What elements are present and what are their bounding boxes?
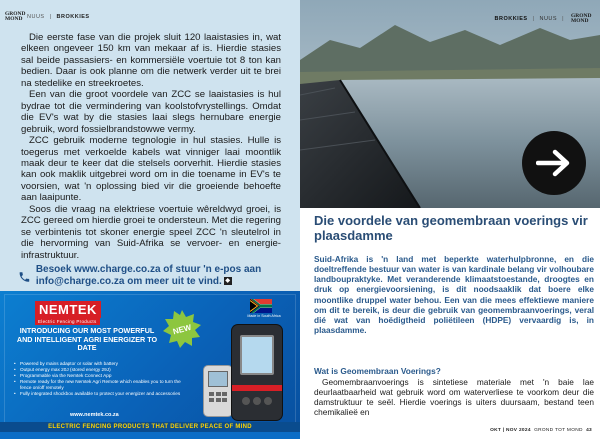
list-item: • Output energy max 20J (stored energy 29J) [14, 367, 184, 373]
publication-logo: GROND MOND [571, 13, 592, 24]
article-body [314, 377, 594, 418]
arrow-right-icon[interactable] [522, 131, 586, 195]
list-item: • Powered by mains adaptor or solar with battery [14, 361, 184, 367]
article-intro: Suid-Afrika is 'n land met beperkte waterhulpbronne, en die doeltreffende bestuur van water is van kardinale belang vir volhoubare landboupraktyke. Met veranderende klimaatstoestande, droogtes en druk op energievoorsiening, is dit noodsaaklik dat boere elke moontlike druppel water behou. Een van die mees effektiewe maniere om dit te bereik, is deur die gebruik van geomembraanvoerings, veral dié wat van hoëdigtheid poliëtileen (HDPE) vervaardig is, in plaasdamme. [314, 254, 594, 336]
header-divider: | [532, 16, 535, 22]
publication-logo: GROND MOND [5, 11, 26, 22]
header-divider: | [562, 16, 564, 22]
nemtek-advertisement[interactable] [0, 291, 300, 439]
feature-list [14, 361, 184, 398]
header-left [5, 10, 295, 24]
made-in-label: Made in South Africa [247, 314, 281, 318]
publication-name: GROND TOT MOND [534, 428, 583, 433]
dam-photo [300, 0, 600, 208]
paragraph: ZCC gebruik moderne tegnologie in hul stasies. Hulle is toegerus met verkoelde kabels wat vinniger laai moontlik maak deur te keer dat die stelsels oorverhit. Hierdie stasies kan ook maklik uitgebrei word om in die toename in EV's te voorsien, wat 'n oplossing bied vir die groeiende behoefte aan laaipunte. [21, 135, 281, 204]
ad-banner: ELECTRIC FENCING PRODUCTS THAT DELIVER PEACE OF MIND [0, 422, 300, 432]
nemtek-logo [35, 301, 101, 318]
right-page [300, 0, 600, 439]
list-item: • Programmable via the Nemtek Connect App [14, 373, 184, 379]
subsection-label: BROKKIES [56, 14, 90, 20]
nemtek-tagline: Electric Fencing Products [35, 318, 100, 325]
subsection-label: BROKKIES [494, 16, 528, 22]
list-item: • Remote ready for the new Nemtek Agri Remote which enables you to turn the fence on/off remotely [14, 379, 184, 391]
paragraph: Geomembraanvoerings is sintetiese materiale met 'n baie lae deurlaatbaarheid wat gebruik word om waterverliese te voorkom deur die damstruktuur te seël. Hierdie voerings is uiters duursaam, bestand teen chemikalieë en [314, 377, 594, 418]
article-continuation [21, 32, 281, 261]
header-right [495, 14, 594, 24]
list-item: • Fully integrated shockbox available to protect your energizer and accessories [14, 391, 184, 397]
south-africa-flag-icon [250, 299, 272, 313]
new-badge-icon [162, 309, 202, 349]
ad-headline: INTRODUCING OUR MOST POWERFUL AND INTELLIGENT AGRI ENERGIZER TO DATE [16, 326, 158, 353]
section-label: NUUS [539, 16, 558, 22]
svg-text:NEW: NEW [171, 322, 193, 337]
section-label: NUUS [27, 14, 45, 20]
end-mark-icon: ◆ [225, 278, 231, 285]
agri-remote-image [203, 365, 233, 417]
paragraph: Die eerste fase van die projek sluit 120 laaistasies in, wat elkeen ongeveer 150 km van mekaar af is. Hierdie stasies sal beide passasiers- en kommersiële voertuie tot 8 ton kan bedien. Daar is ook planne om die netwerk verder uit te brei na stedelike en streekroetes. [21, 32, 281, 89]
energizer-image [232, 325, 282, 420]
ad-website-link[interactable]: www.nemtek.co.za [70, 412, 119, 418]
article-title: Die voordele van geomembraan voerings vir plaasdamme [314, 213, 588, 243]
contact-info [18, 264, 283, 288]
page-number: 43 [586, 428, 592, 433]
page-footer [490, 428, 592, 433]
paragraph: Soos die vraag na elektriese voertuie wêreldwyd groei, is ZCC gereed om hierdie groei te ondersteun. Met die regering se verbintenis tot skoner energie speel ZCC 'n sleutelrol in die hervorming van Suid-Afrika se vervoer- en energie-infrastruktuur. [21, 203, 281, 261]
phone-icon [18, 266, 31, 288]
nemtek-wordmark: NEMTEK [35, 301, 101, 318]
article-subheading: Wat is Geomembraan Voerings? [314, 366, 441, 376]
header-divider: | [49, 14, 52, 20]
contact-text[interactable]: Besoek www.charge.co.za of stuur 'n e-pos aan info@charge.co.za om meer uit te vind. ◆ [35, 264, 262, 287]
paragraph: Een van die groot voordele van ZCC se laaistasies is hul bydrae tot die vermindering van koolstofvrystellings. Omdat die EV's wat by die stasies laai slegs hernubare energie gebruik, word fossielbrandstowwe vermy. [21, 89, 281, 135]
issue-date: OKT | NOV 2024 [490, 428, 531, 433]
